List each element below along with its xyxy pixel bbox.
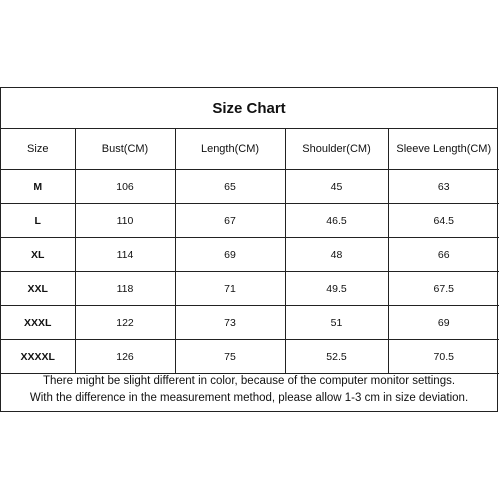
sleeve-cell: 63 <box>388 170 499 204</box>
length-cell: 73 <box>175 306 285 340</box>
bust-cell: 122 <box>75 306 175 340</box>
table-row <box>1 272 499 306</box>
bust-cell: 126 <box>75 340 175 374</box>
table-row <box>1 238 499 272</box>
size-cell: XL <box>1 238 75 272</box>
shoulder-cell: 45 <box>285 170 388 204</box>
size-cell: XXXL <box>1 306 75 340</box>
note-measurement: With the difference in the measurement method, please allow 1-3 cm in size deviation. <box>29 392 469 404</box>
shoulder-cell: 46.5 <box>285 204 388 238</box>
header-row <box>1 129 499 170</box>
note-color: There might be slight different in color, because of the computer monitor settings. <box>42 375 456 387</box>
bust-cell: 118 <box>75 272 175 306</box>
shoulder-cell: 49.5 <box>285 272 388 306</box>
column-header-size: Size <box>1 129 75 170</box>
table-row <box>1 204 499 238</box>
chart-title: Size Chart <box>1 88 497 129</box>
length-cell: 75 <box>175 340 285 374</box>
length-cell: 69 <box>175 238 285 272</box>
sleeve-cell: 69 <box>388 306 499 340</box>
size-cell: XXXXL <box>1 340 75 374</box>
size-cell: L <box>1 204 75 238</box>
size-cell: M <box>1 170 75 204</box>
sleeve-cell: 67.5 <box>388 272 499 306</box>
length-cell: 65 <box>175 170 285 204</box>
table-row <box>1 170 499 204</box>
length-cell: 67 <box>175 204 285 238</box>
column-header-shoulder: Shoulder(CM) <box>285 129 388 170</box>
size-table <box>1 129 499 374</box>
table-row <box>1 306 499 340</box>
sleeve-cell: 70.5 <box>388 340 499 374</box>
column-header-length: Length(CM) <box>175 129 285 170</box>
column-header-sleeve-length: Sleeve Length(CM) <box>388 129 499 170</box>
shoulder-cell: 48 <box>285 238 388 272</box>
bust-cell: 106 <box>75 170 175 204</box>
size-chart-frame <box>0 87 498 412</box>
bust-cell: 110 <box>75 204 175 238</box>
sleeve-cell: 64.5 <box>388 204 499 238</box>
sleeve-cell: 66 <box>388 238 499 272</box>
shoulder-cell: 52.5 <box>285 340 388 374</box>
bust-cell: 114 <box>75 238 175 272</box>
notes-section <box>1 369 497 411</box>
shoulder-cell: 51 <box>285 306 388 340</box>
column-header-bust: Bust(CM) <box>75 129 175 170</box>
length-cell: 71 <box>175 272 285 306</box>
size-cell: XXL <box>1 272 75 306</box>
